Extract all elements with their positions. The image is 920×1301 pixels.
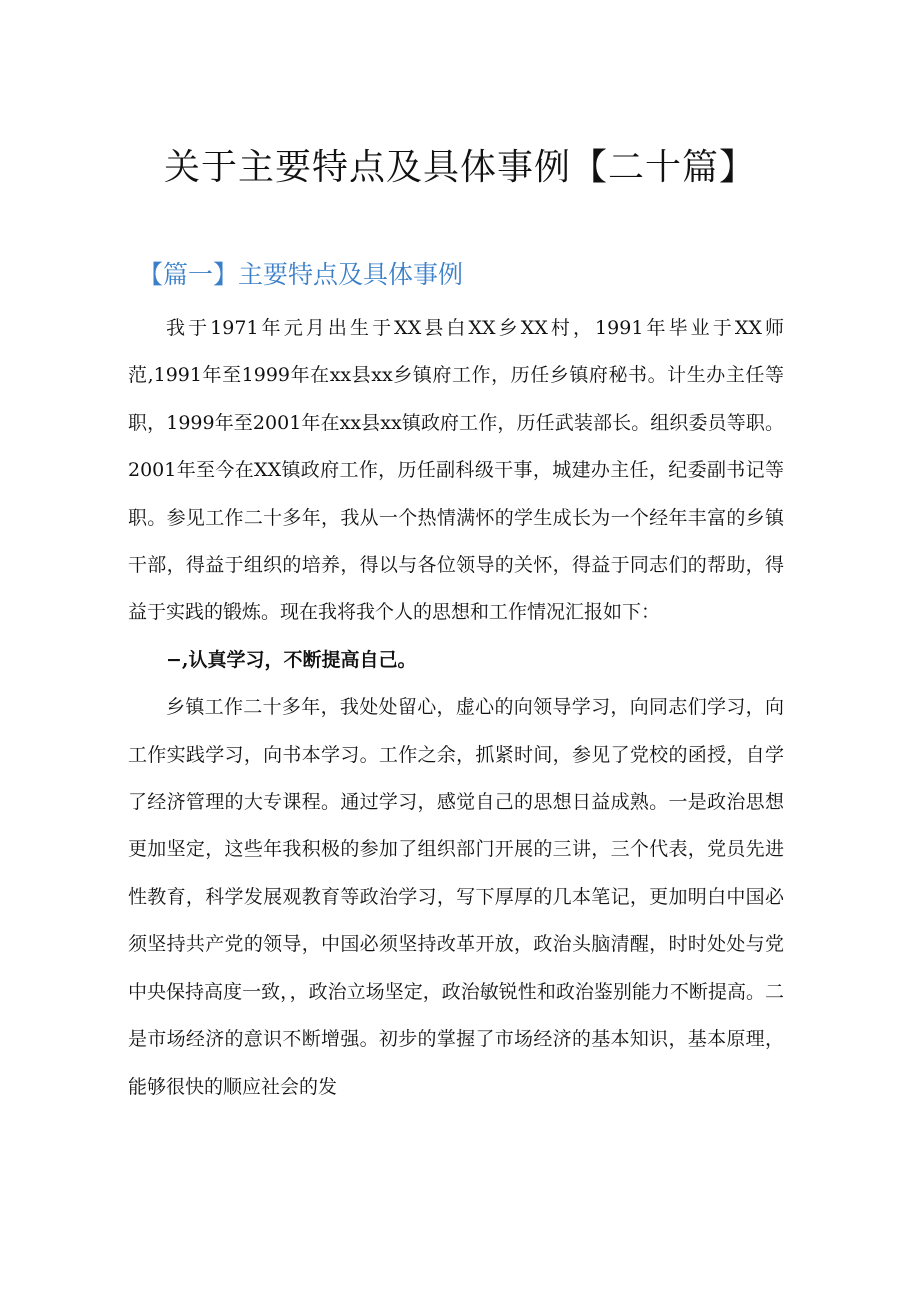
paragraph-intro: 我于1971年元月出生于XX县白XX乡XX村，1991年毕业于XX师范,1991年至1999年在xx县xx乡镇府工作，历任乡镇府秘书。计生办主任等职，1999年至2001年在xx县xx镇政府工作，历任武装部长。组织委员等职。2001年至今在XX镇政府工作，历任副科级干事，城建办主任，纪委副书记等职。参见工作二十多年，我从一个热情满怀的学生成长为一个经年丰富的乡镇干部，得益于组织的培养，得以与各位领导的关怀，得益于同志们的帮助，得益于实践的锻炼。现在我将我个人的思想和工作情况汇报如下： bbox=[128, 317, 784, 624]
section-heading: 【篇一】主要特点及具体事例 bbox=[138, 260, 464, 289]
subheading-study: −,认真学习，不断提高自己。 bbox=[166, 648, 417, 671]
paragraph-study: 乡镇工作二十多年，我处处留心，虚心的向领导学习，向同志们学习，向工作实践学习，向书本学习。工作之余，抓紧时间，参见了党校的函授，自学了经济管理的大专课程。通过学习，感觉自己的思想日益成熟。一是政治思想更加坚定，这些年我积极的参加了组织部门开展的三讲，三个代表，党员先进性教育，科学发展观教育等政治学习，写下厚厚的几本笔记，更加明白中国必须坚持共产党的领导，中国必须坚持改革开放，政治头脑清醒，时时处处与党中央保持高度一致，，政治立场坚定，政治敏锐性和政治鉴别能力不断提高。二是市场经济的意识不断增强。初步的掌握了市场经济的基本知识，基本原理，能够很快的顺应社会的发 bbox=[128, 696, 784, 1098]
document-title: 关于主要特点及具体事例【二十篇】 bbox=[163, 147, 756, 188]
document-body bbox=[128, 305, 784, 1111]
